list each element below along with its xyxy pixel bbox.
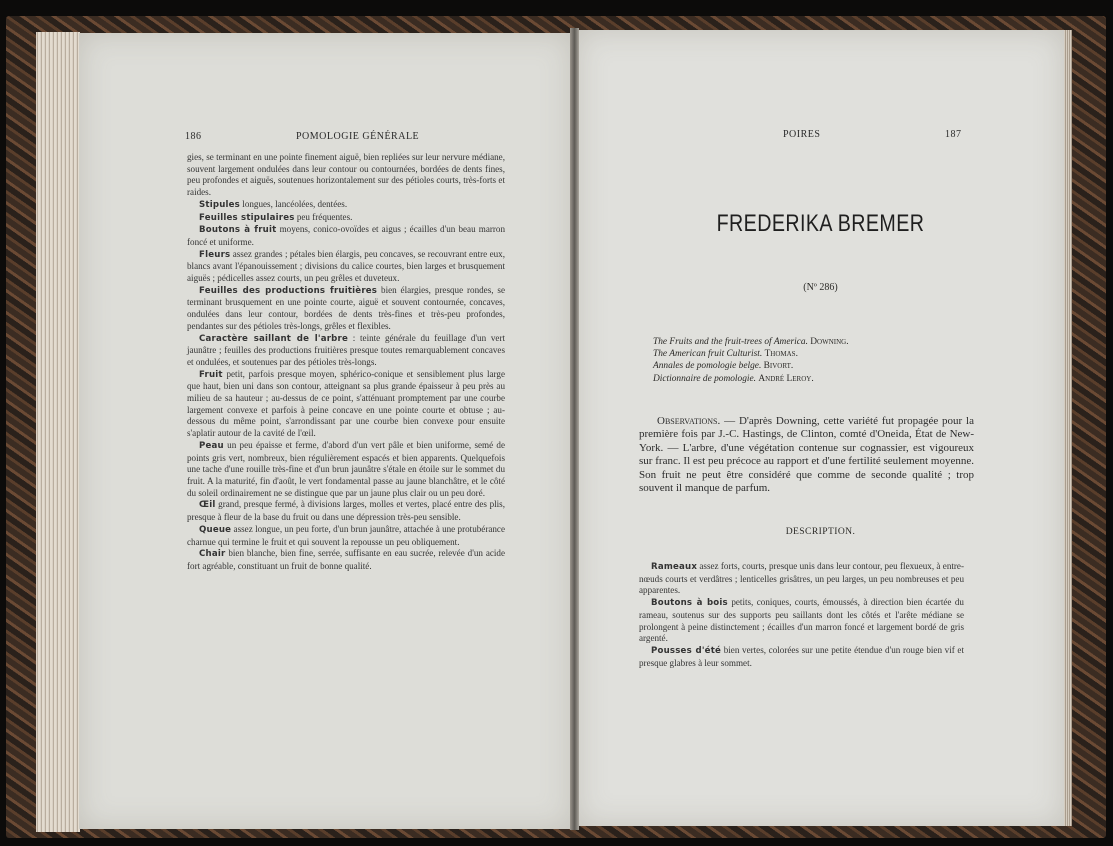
paragraph: [187, 199, 505, 212]
description: [639, 561, 964, 669]
term: Stipules: [199, 199, 241, 210]
paragraph: [187, 285, 505, 333]
description-heading: DESCRIPTION.: [785, 526, 856, 537]
paragraph-text: bien vertes, colorées sur une petite étendue d'un rouge bien vif et presque glabres à leur sommet.: [639, 644, 964, 668]
term: Boutons à bois: [651, 598, 728, 609]
term: Feuilles stipulaires: [199, 212, 295, 223]
term: Fruit: [199, 369, 223, 380]
observations-text: — D'après Downing, cette variété fut propagée pour la première fois par J.-C. Hastings, de Clinton, comté d'Oneida, État de New-York. — L'arbre, d'une végétation contenue sur cognassier, est vigoureux sur franc. Il est peu précoce au rapport et d'une fertilité seulement moyenne. Son fruit ne peut être considéré que comme de seconde qualité ; trop souvent il manque de parfum.: [639, 415, 974, 495]
paragraph: [187, 369, 505, 440]
reference-author: André Leroy.: [758, 373, 814, 384]
left-page-body: [187, 152, 505, 573]
term: Pousses d'été: [651, 645, 722, 656]
paragraph: [187, 440, 505, 500]
paragraph-text: grand, presque fermé, à divisions larges, molles et vertes, placé entre des plis, presque à fleur de la base du fruit ou dans une dépression très-peu sensible.: [187, 499, 505, 523]
term: Peau: [199, 440, 224, 451]
right-page-content: [577, 30, 1064, 826]
paragraph: [639, 561, 964, 597]
reference-work: Annales de pomologie belge.: [653, 361, 762, 372]
reference-item: [653, 348, 849, 360]
paragraph-text: peu fréquentes.: [296, 211, 353, 222]
reference-item: [653, 373, 849, 385]
paragraph-text: bien élargies, presque rondes, se terminant brusquement en une pointe courte, aiguë et souvent contournée, concaves, ondulées dans leur contour, bordées de dents très-fines et très-peu profondes, pendantes sur des pétioles très-longs, grêles et flexibles.: [187, 284, 505, 331]
paragraph: [187, 212, 505, 225]
references: [653, 336, 849, 385]
term: Chair: [199, 549, 226, 560]
paragraph-text: gies, se terminant en une pointe finement aiguë, bien repliées sur leur nervure médiane, souvent largement ondulées dans leur contour ou contournées, bordées de dents fines, peu profondes et aiguës, soutenues horizontalement sur des pétioles courts, très-forts et raides.: [187, 152, 505, 198]
paragraph-text: petit, parfois presque moyen, sphérico-conique et sensiblement plus large que haut, bien uni dans son contour, atteignant sa plus grande épaisseur à peu près au milieu de sa hauteur ; au-dessus de ce point, s'atténuant promptement par une courbe largement convexe et parfois à peine concave en une pointe courte et obtuse ; au-dessous du même point, s'arrondissant par une courbe bien convexe pour ensuite s'aplatir autour de la cavité de l'œil.: [187, 368, 505, 439]
paragraph-text: bien blanche, bien fine, serrée, suffisante en eau sucrée, relevée d'un acide fort agréable, constituant un fruit de bonne qualité.: [187, 548, 506, 571]
reference-author: Downing.: [810, 337, 849, 347]
paragraph: [187, 548, 505, 572]
paragraph-text: petits, coniques, courts, émoussés, à direction bien écartée du rameau, soutenus sur des supports peu saillants dont les côtés et l'arête médiane se prolongent à peine distinctement ; écailles d'un marron foncé et largement bordé de gris argenté.: [639, 597, 964, 644]
term: Feuilles des productions fruitières: [199, 285, 378, 296]
observations: [639, 415, 974, 495]
variety-title: FREDERIKA BREMER: [716, 210, 925, 237]
paragraph: [187, 249, 505, 285]
reference-author: Thomas.: [764, 349, 798, 360]
paragraph-text: assez grandes ; pétales bien élargis, peu concaves, se recouvrant entre eux, blancs avant l'épanouissement ; divisions du calice courtes, bien larges et brusquement aiguës ; pédicelles assez courts, un peu grêles et duveteux.: [187, 248, 505, 284]
page-edges-left: [36, 32, 80, 832]
paragraph: [639, 645, 964, 669]
variety-number: (Nº 286): [803, 282, 838, 293]
paragraph: [187, 333, 505, 369]
reference-item: [653, 336, 849, 348]
paragraph-text: : teinte générale du feuillage d'un vert jaunâtre ; feuilles des productions fruitières presque toutes remarquablement concaves et ondulées, et soutenues par des pétioles très-longs.: [187, 332, 506, 367]
paragraph: [187, 499, 505, 523]
paragraph: [187, 524, 505, 548]
left-running-head: POMOLOGIE GÉNÉRALE: [296, 131, 420, 142]
paragraph: [639, 597, 964, 645]
term: Œil: [199, 500, 216, 511]
paragraph: [187, 224, 505, 248]
term: Boutons à fruit: [199, 225, 277, 236]
paragraph-text: un peu épaisse et ferme, d'abord d'un vert pâle et bien uniforme, semé de points gris vert, nombreux, bien régulièrement espacés et bien apparents. Quelquefois une tache d'une rouille très-fine et d'un brun jaunâtre s'étale en étoile sur le sommet du fruit. A la maturité, fin d'août, le vert fondamental passe au jaune blanchâtre, et le côté du soleil ordinairement ne se distingue que par un jaune plus clair ou un peu doré.: [187, 439, 505, 498]
term: Caractère saillant de l'arbre: [199, 333, 348, 344]
reference-item: [653, 360, 849, 372]
paragraph-text: assez longue, un peu forte, d'un brun jaunâtre, attachée à une protubérance charnue qui termine le fruit et qui souvent la repousse un peu obliquement.: [187, 523, 506, 547]
reference-work: The Fruits and the fruit-trees of America.: [653, 337, 808, 347]
term: Queue: [199, 524, 232, 535]
paragraph-text: moyens, conico-ovoïdes et aigus ; écailles d'un beau marron foncé et uniforme.: [187, 224, 506, 247]
term: Fleurs: [199, 249, 231, 260]
paragraph: [187, 152, 505, 199]
reference-work: Dictionnaire de pomologie.: [653, 373, 757, 384]
term: Rameaux: [651, 562, 698, 572]
right-page-number: 187: [945, 129, 962, 140]
reference-work: The American fruit Culturist.: [653, 349, 763, 360]
left-page-number: 186: [185, 131, 202, 142]
paragraph-text: longues, lancéolées, dentées.: [242, 198, 348, 209]
reference-author: Bivort.: [763, 361, 794, 372]
observations-label: Observations.: [657, 415, 721, 427]
right-running-head: POIRES: [783, 129, 821, 140]
paragraph-text: assez forts, courts, presque unis dans leur contour, peu flexueux, à entre-nœuds courts et verdâtres ; lenticelles grisâtres, un peu larges, un peu nombreuses et peu apparentes.: [639, 561, 964, 596]
